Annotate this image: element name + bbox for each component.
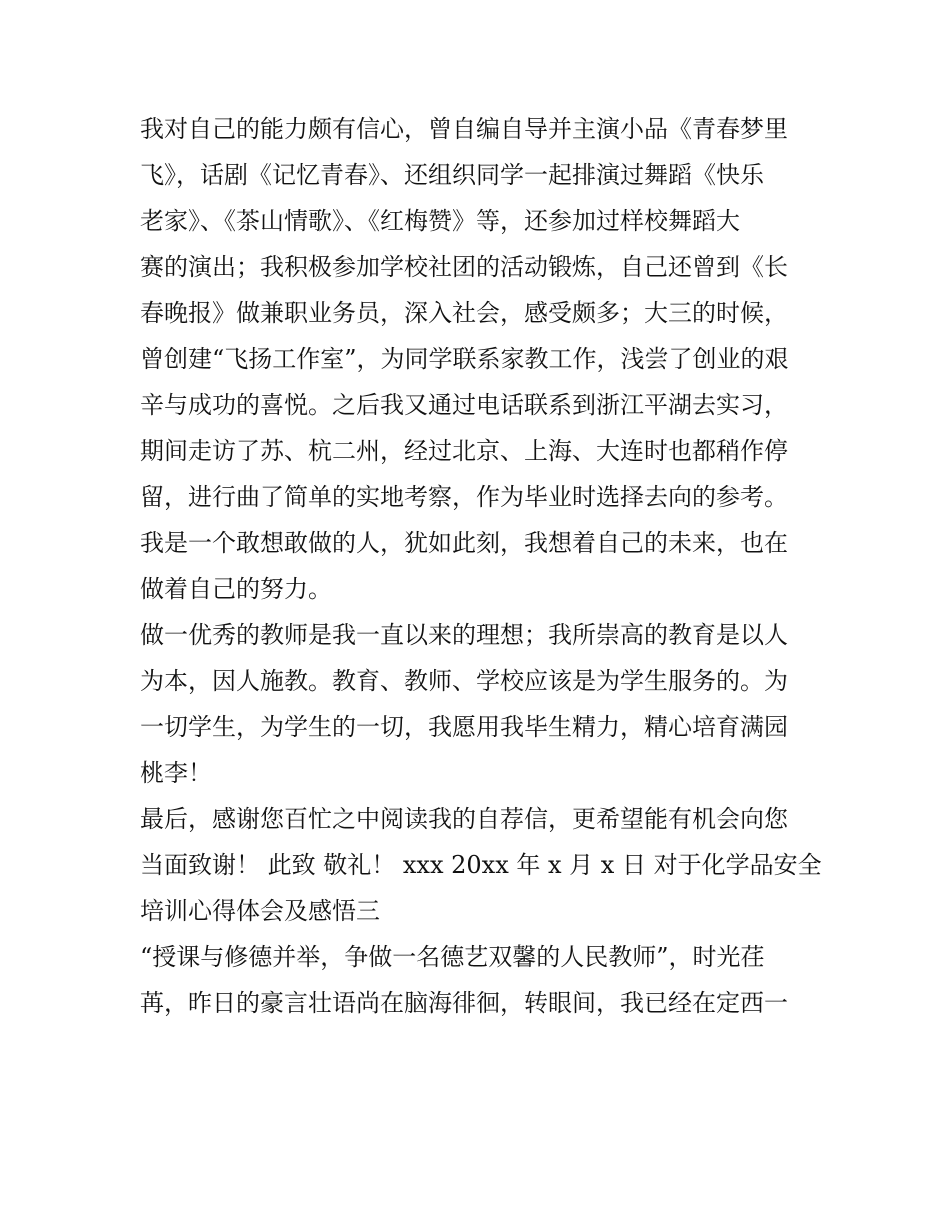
text-line: 培训心得体会及感悟三 xyxy=(140,897,380,925)
text-line: 期间走访了苏、杭二州，经过北京、上海、大连时也都稍作停 xyxy=(140,437,788,465)
text-line: 春晚报》做兼职业务员，深入社会，感受颇多；大三的时候， xyxy=(140,299,788,327)
text-line: 苒，昨日的豪言壮语尚在脑海徘徊，转眼间，我已经在定西一 xyxy=(140,989,788,1017)
paragraph-4 xyxy=(140,934,812,1026)
text-line: 辛与成功的喜悦。之后我又通过电话联系到浙江平湖去实习， xyxy=(140,391,788,419)
text-line: 做着自己的努力。 xyxy=(140,575,332,603)
text-line: 曾创建“飞扬工作室”，为同学联系家教工作，浅尝了创业的艰 xyxy=(140,345,789,373)
text-line: “授课与修德并举，争做一名德艺双馨的人民教师”，时光荏 xyxy=(140,943,765,971)
document-body xyxy=(140,106,822,1026)
text-line: 桃李！ xyxy=(140,759,212,787)
text-line: 做一优秀的教师是我一直以来的理想；我所崇高的教育是以人 xyxy=(140,621,788,649)
text-line: 我是一个敢想敢做的人，犹如此刻，我想着自己的未来，也在 xyxy=(140,529,788,557)
text-line: 飞》，话剧《记忆青春》、还组织同学一起排演过舞蹈《快乐 xyxy=(140,161,764,189)
text-line: 最后，感谢您百忙之中阅读我的自荐信，更希望能有机会向您 xyxy=(140,805,788,833)
paragraph-3 xyxy=(140,796,822,934)
text-line: 当面致谢！ 此致 敬礼！ xxx 20xx 年 x 月 x 日 对于化学品安全 xyxy=(140,851,822,879)
paragraph-1 xyxy=(140,106,812,612)
text-line: 留，进行曲了简单的实地考察，作为毕业时选择去向的参考。 xyxy=(140,483,788,511)
paragraph-2 xyxy=(140,612,812,796)
text-line: 老家》、《茶山情歌》、《红梅赞》等，还参加过样校舞蹈大 xyxy=(140,207,740,235)
text-line: 赛的演出；我积极参加学校社团的活动锻炼，自己还曾到《长 xyxy=(140,253,788,281)
text-line: 我对自己的能力颇有信心，曾自编自导并主演小品《青春梦里 xyxy=(140,115,788,143)
text-line: 为本，因人施教。教育、教师、学校应该是为学生服务的。为 xyxy=(140,667,788,695)
text-line: 一切学生，为学生的一切，我愿用我毕生精力，精心培育满园 xyxy=(140,713,788,741)
